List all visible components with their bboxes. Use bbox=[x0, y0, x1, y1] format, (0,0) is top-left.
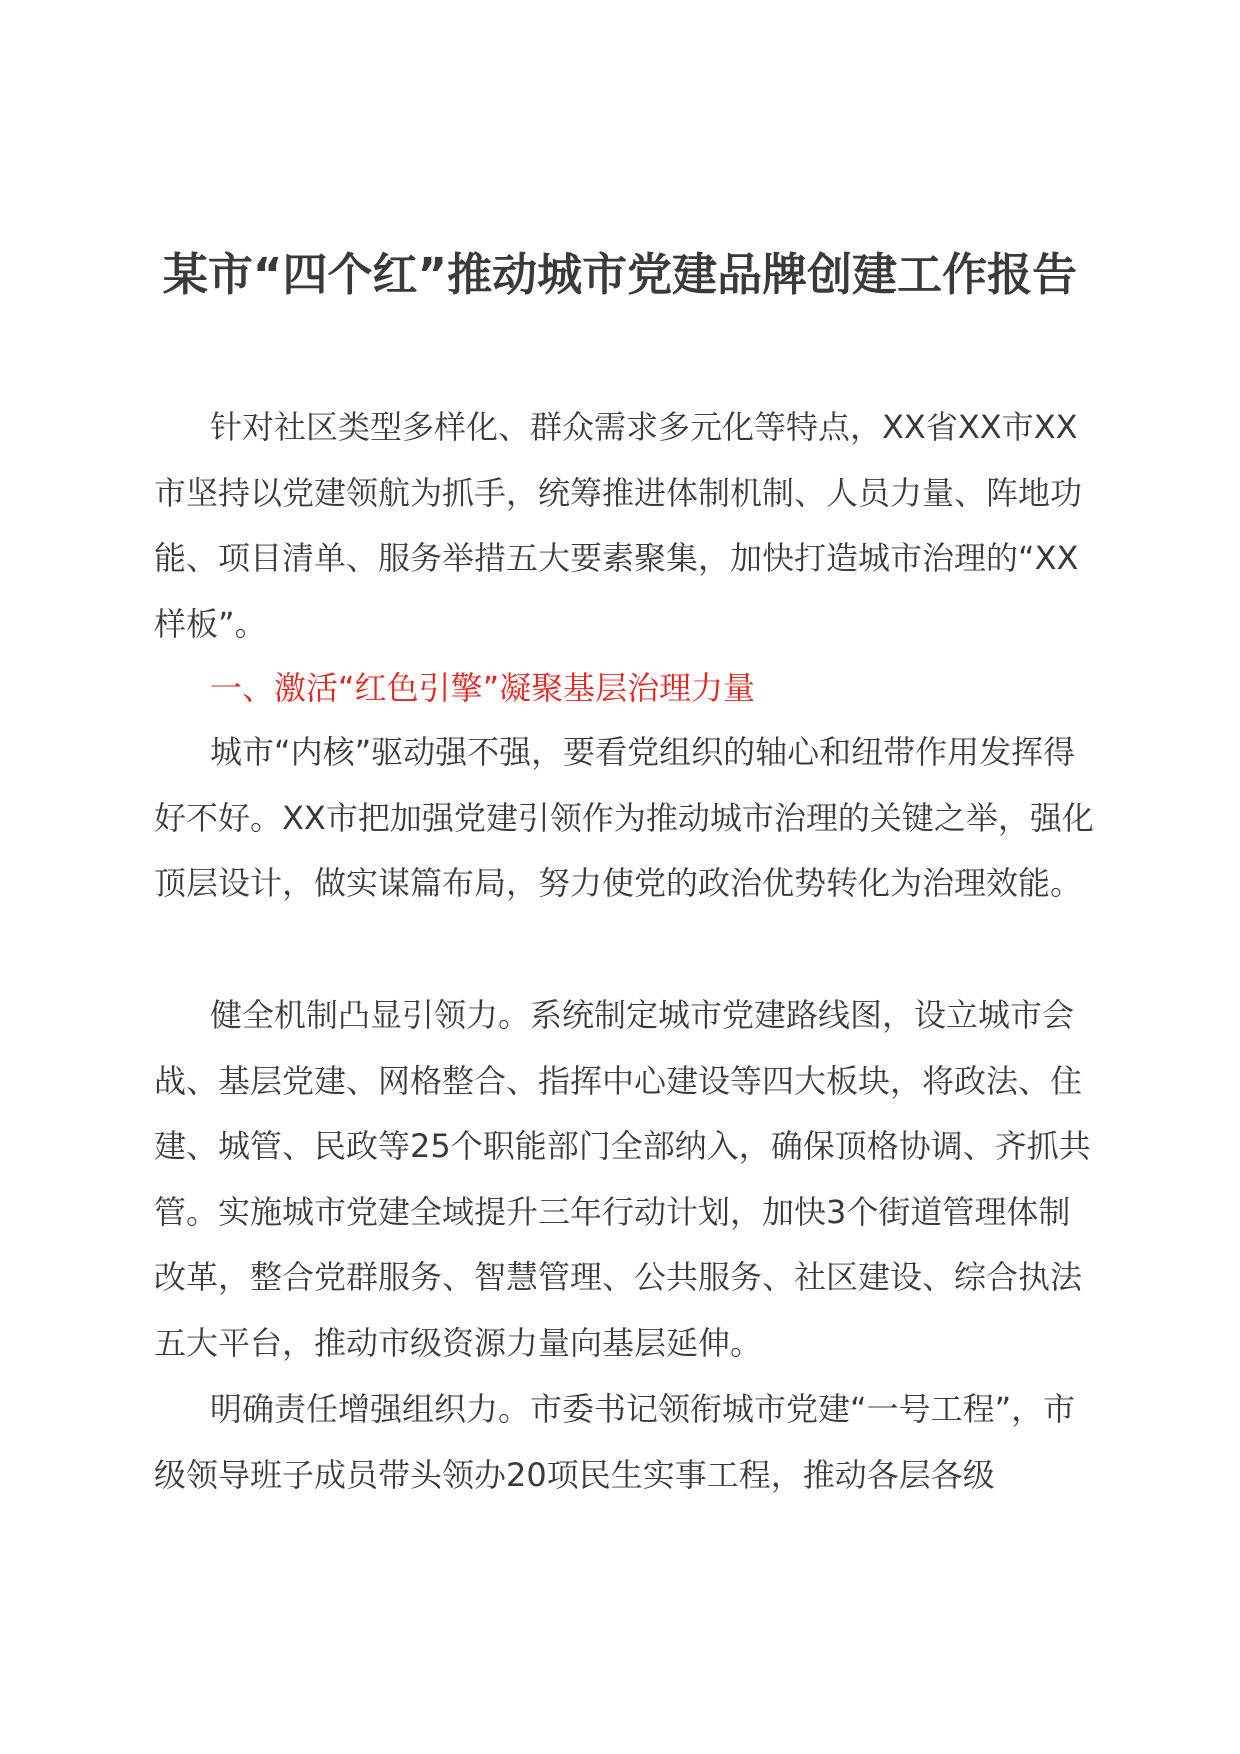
intro-paragraph: 针对社区类型多样化、群众需求多元化等特点，XX省XX市XX市坚持以党建领航为抓手，统筹推进体制机制、人员力量、阵地功能、项目清单、服务举措五大要素聚集，加快打造城市治理的“XX样板”。 bbox=[154, 408, 1083, 643]
document-title: 某市“四个红”推动城市党建品牌创建工作报告 bbox=[162, 248, 1078, 301]
body-paragraph: 明确责任增强组织力。市委书记领衔城市党建“一号工程”，市级领导班子成员带头领办20项民生实事工程，推动各层各级 bbox=[154, 1390, 1076, 1494]
section-heading: 一、激活“红色引擎”凝聚基层治理力量 bbox=[210, 669, 756, 707]
body-paragraph: 城市“内核”驱动强不强，要看党组织的轴心和纽带作用发挥得好不好。XX市把加强党建引领作为推动城市治理的关键之举，强化顶层设计，做实谋篇布局，努力使党的政治优势转化为治理效能。 bbox=[154, 733, 1094, 902]
body-paragraph: 健全机制凸显引领力。系统制定城市党建路线图，设立城市会战、基层党建、网格整合、指挥中心建设等四大板块，将政法、住建、城管、民政等25个职能部门全部纳入，确保顶格协调、齐抓共管。实施城市党建全域提升三年行动计划，加快3个街道管理体制改革，整合党群服务、智慧管理、公共服务、社区建设、综合执法五大平台，推动市级资源力量向基层延伸。 bbox=[154, 996, 1091, 1362]
